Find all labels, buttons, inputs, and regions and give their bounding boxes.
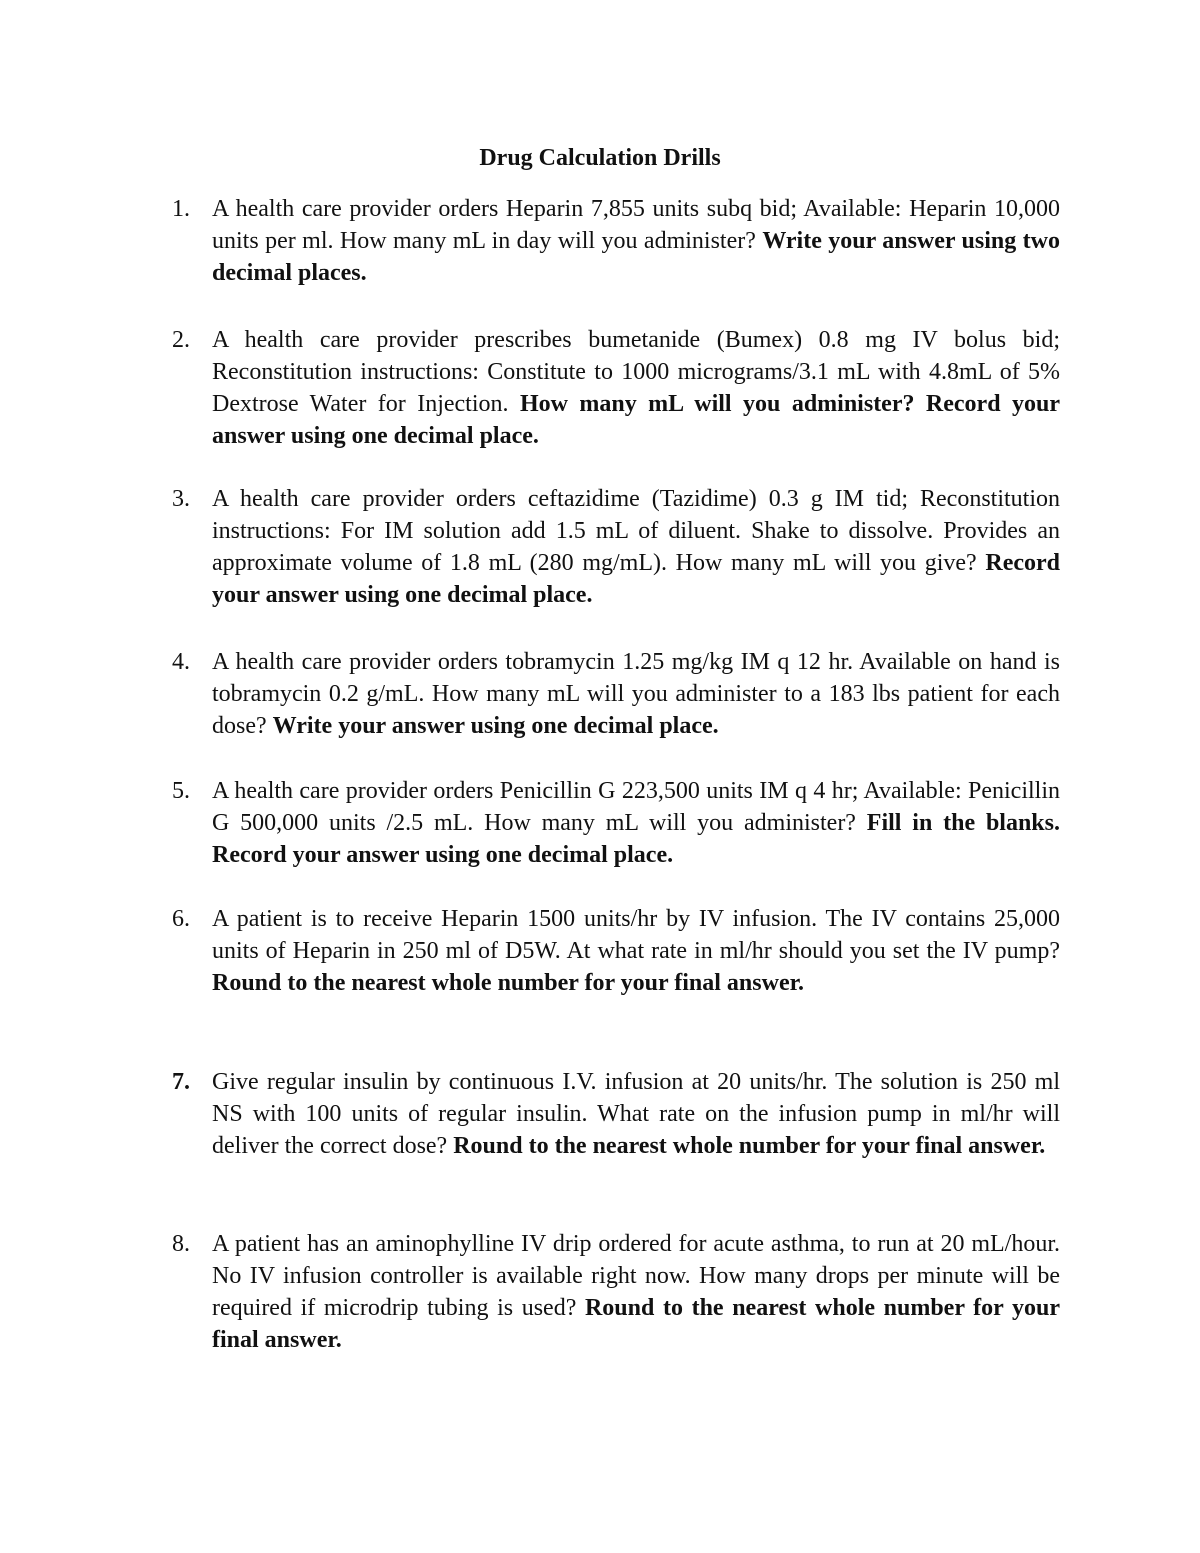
question-7 [172, 1066, 1060, 1162]
question-number: 5. [172, 778, 190, 804]
question-number: 2. [172, 327, 190, 353]
question-text: A patient is to receive Heparin 1500 units/hr by IV infusion. The IV contains 25,000 units of Heparin in 250 ml of D5W. At what rate in ml/hr should you set the IV pump? [212, 906, 1060, 964]
question-1 [172, 193, 1060, 289]
question-text-block [212, 903, 1060, 999]
question-instruction: Fill in the blanks. Record your answer using one decimal place. [212, 810, 1060, 868]
question-text: A health care provider orders tobramycin 1.25 mg/kg IM q 12 hr. Available on hand is tobramycin 0.2 g/mL. How many mL will you administer to a 183 lbs patient for each dose? [212, 649, 1060, 739]
question-text: Give regular insulin by continuous I.V. infusion at 20 units/hr. The solution is 250 ml NS with 100 units of regular insulin. What rate on the infusion pump in ml/hr will deliver the correct dose? [212, 1069, 1060, 1159]
question-number: 1. [172, 196, 190, 222]
question-instruction: Write your answer using one decimal place. [272, 713, 719, 739]
question-number: 3. [172, 486, 190, 512]
question-text-block [212, 483, 1060, 611]
question-number: 8. [172, 1231, 190, 1257]
question-number: 7. [172, 1069, 190, 1095]
question-instruction: Record your answer using one decimal place. [212, 550, 1060, 608]
question-number: 6. [172, 906, 190, 932]
question-6 [172, 903, 1060, 999]
document-title: Drug Calculation Drills [479, 145, 721, 171]
question-8 [172, 1228, 1060, 1356]
question-instruction: Write your answer using two decimal places. [212, 228, 1061, 286]
question-instruction: Round to the nearest whole number for your final answer. [212, 1295, 1060, 1353]
question-text-block [212, 775, 1060, 871]
question-2 [172, 324, 1060, 452]
question-text: A health care provider orders ceftazidime (Tazidime) 0.3 g IM tid; Reconstitution instructions: For IM solution add 1.5 mL of diluent. Shake to dissolve. Provides an approximate volume of 1.8 mL (280 mg/mL). How many mL will you give? [212, 486, 1060, 576]
question-text-block [212, 1066, 1060, 1162]
question-instruction: Round to the nearest whole number for your final answer. [453, 1133, 1046, 1159]
question-text: A health care provider orders Heparin 7,855 units subq bid; Available: Heparin 10,000 units per ml. How many mL in day will you administer? [212, 196, 1060, 254]
question-4 [172, 646, 1060, 742]
question-text-block [212, 646, 1060, 742]
question-text: A patient has an aminophylline IV drip ordered for acute asthma, to run at 20 mL/hour. No IV infusion controller is available right now. How many drops per minute will be required if microdrip tubing is used? [212, 1231, 1060, 1321]
question-instruction: How many mL will you administer? Record your answer using one decimal place. [212, 391, 1060, 449]
question-text: A health care provider prescribes bumetanide (Bumex) 0.8 mg IV bolus bid; Reconstitution instructions: Constitute to 1000 micrograms/3.1 mL with 4.8mL of 5% Dextrose Water for Injection. [212, 327, 1060, 417]
question-5 [172, 775, 1060, 871]
question-text-block [212, 193, 1060, 289]
question-text-block [212, 324, 1060, 452]
question-number: 4. [172, 649, 190, 675]
question-text: A health care provider orders Penicillin G 223,500 units IM q 4 hr; Available: Penicillin G 500,000 units /2.5 mL. How many mL will you administer? [212, 778, 1060, 836]
question-3 [172, 483, 1060, 611]
question-text-block [212, 1228, 1060, 1356]
question-instruction: Round to the nearest whole number for your final answer. [212, 970, 805, 996]
